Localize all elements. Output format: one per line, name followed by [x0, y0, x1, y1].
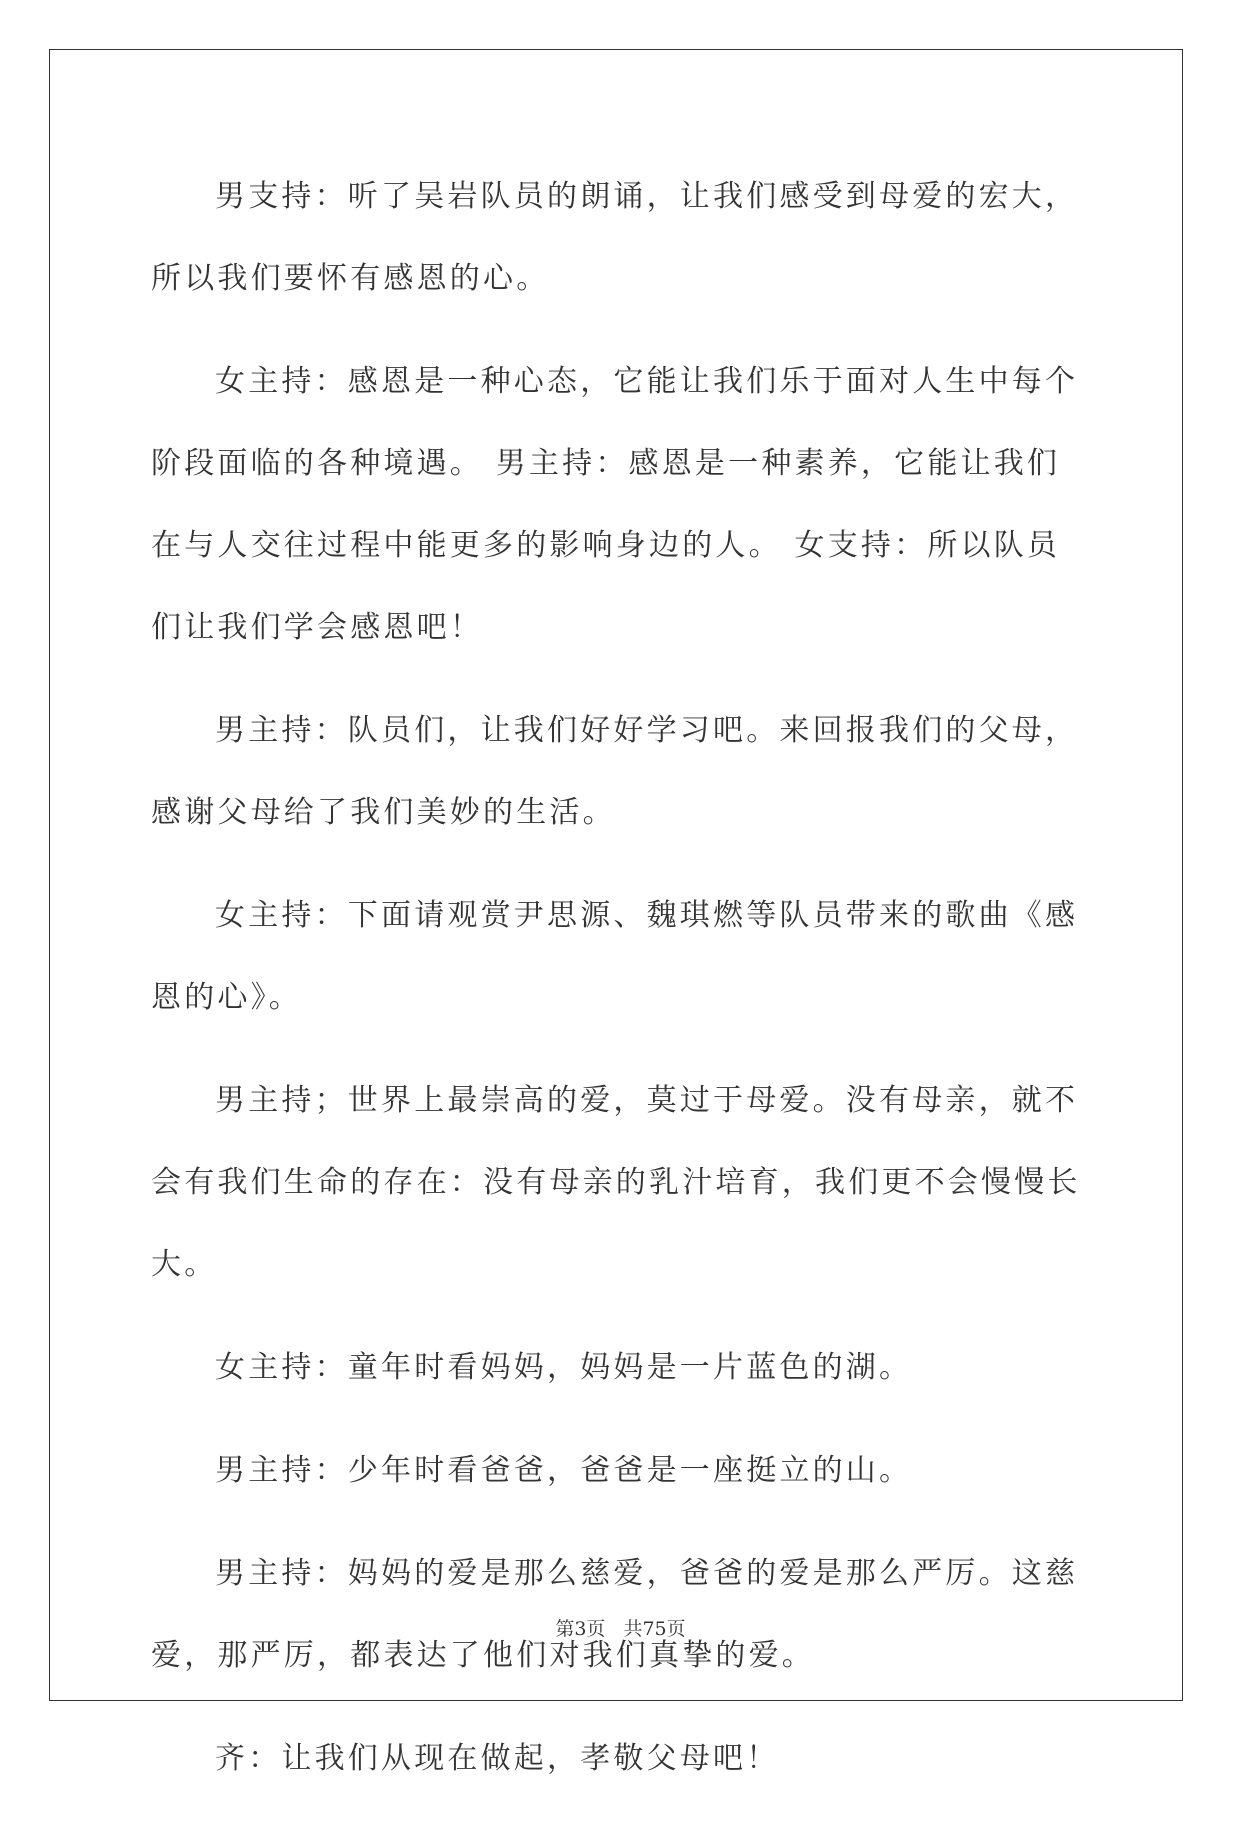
paragraph-8: 男主持：妈妈的爱是那么慈爱，爸爸的爱是那么严厉。这慈爱，那严厉，都表达了他们对我们真挚的爱。 — [151, 1556, 1079, 1673]
document-body — [151, 156, 1081, 1821]
paragraph-4: 女主持：下面请观赏尹思源、魏琪燃等队员带来的歌曲《感恩的心》。 — [151, 898, 1079, 1015]
page-footer — [0, 1614, 1241, 1641]
paragraph-9: 齐：让我们从现在做起，孝敬父母吧！ — [215, 1741, 780, 1776]
page-number: 第3页 — [555, 1618, 606, 1640]
paragraph-3: 男主持：队员们，让我们好好学习吧。来回报我们的父母，感谢父母给了我们美妙的生活。 — [151, 713, 1079, 830]
paragraph-2: 女主持：感恩是一种心态，它能让我们乐于面对人生中每个阶段面临的各种境遇。 男主持：感恩是一种素养，它能让我们在与人交往过程中能更多的影响身边的人。 女支持：所以队员们让我们学会感恩吧！ — [151, 364, 1079, 645]
paragraph-6: 女主持：童年时看妈妈，妈妈是一片蓝色的湖。 — [215, 1350, 913, 1385]
paragraph-7: 男主持：少年时看爸爸，爸爸是一座挺立的山。 — [215, 1453, 913, 1488]
paragraph-1: 男支持：听了吴岩队员的朗诵，让我们感受到母爱的宏大，所以我们要怀有感恩的心。 — [151, 179, 1079, 296]
paragraph-5: 男主持；世界上最崇高的爱，莫过于母爱。没有母亲，就不会有我们生命的存在：没有母亲的乳汁培育，我们更不会慢慢长大。 — [151, 1083, 1081, 1282]
page-total: 共75页 — [623, 1618, 686, 1640]
